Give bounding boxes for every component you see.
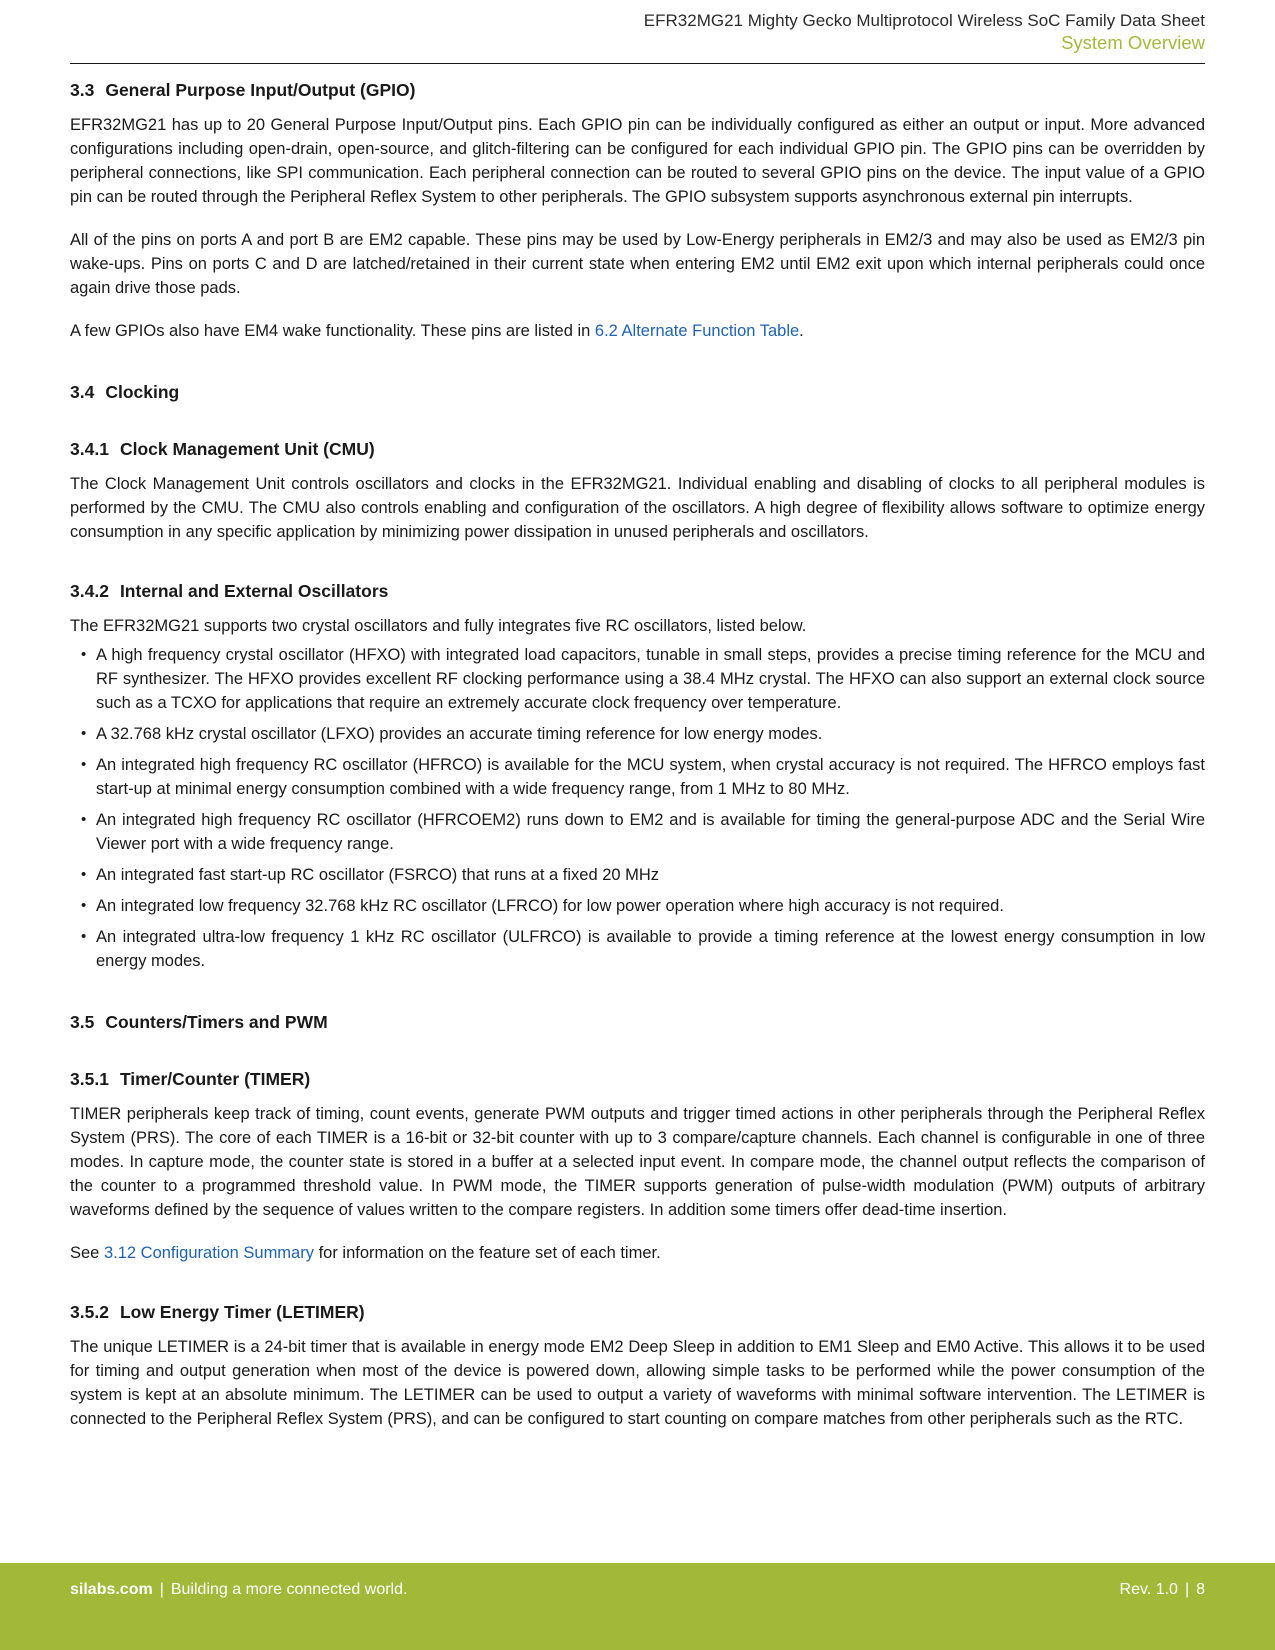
- paragraph: TIMER peripherals keep track of timing, count events, generate PWM outputs and trigger timed actions in other peripherals through the Peripheral Reflex System (PRS). The core of each TIMER is a 16-bit or 32-bit counter with up to 3 compare/capture channels. Each channel is configurable in one of three modes. In capture mode, the counter state is stored in a buffer at a selected input event. In compare mode, the channel output reflects the comparison of the counter to a programmed threshold value. In PWM mode, the TIMER supports generation of pulse-width modulation (PWM) outputs of arbitrary waveforms defined by the sequence of values written to the compare registers. In addition some timers offer dead-time insertion.: [70, 1105, 1205, 1219]
- paragraph: The EFR32MG21 supports two crystal oscillators and fully integrates five RC oscillators, listed below.: [70, 617, 807, 635]
- list-item: • An integrated ultra-low frequency 1 kHz RC oscillator (ULFRCO) is available to provide a timing reference at the lowest energy consumption in low energy modes.: [81, 925, 1205, 973]
- list-item: • A high frequency crystal oscillator (HFXO) with integrated load capacitors, tunable in small steps, provides a precise timing reference for the MCU and RF synthesizer. The HFXO provides excellent RF clocking performance using a 38.4 MHz crystal. The HFXO can also support an external clock source such as a TCXO for applications that require an extremely accurate clock frequency over temperature.: [81, 643, 1205, 715]
- section-number: 3.4: [70, 382, 95, 402]
- list-item: • An integrated high frequency RC oscillator (HFRCOEM2) runs down to EM2 and is available for timing the general-purpose ADC and the Serial Wire Viewer port with a wide frequency range.: [81, 808, 1205, 856]
- page-number: 8: [1196, 1581, 1205, 1598]
- section-heading-3-5-1: [70, 1069, 1205, 1089]
- paragraph-text: A few GPIOs also have EM4 wake functionality. These pins are listed in: [70, 322, 595, 340]
- paragraph: EFR32MG21 has up to 20 General Purpose Input/Output pins. Each GPIO pin can be individually configured as either an output or input. More advanced configurations including open-drain, open-source, and glitch-filtering can be configured for each individual GPIO pin. The GPIO pins can be overridden by peripheral connections, like SPI communication. Each peripheral connection can be routed to several GPIO pins on the device. The input value of a GPIO pin can be routed through the Peripheral Reflex System to other peripherals. The GPIO subsystem supports asynchronous external pin interrupts.: [70, 116, 1205, 206]
- section-heading-3-5-2: [70, 1302, 1205, 1322]
- section-number: 3.3: [70, 80, 95, 100]
- paragraph: The Clock Management Unit controls oscillators and clocks in the EFR32MG21. Individual enabling and disabling of clocks to all peripheral modules is performed by the CMU. The CMU also controls enabling and configuration of the oscillators. A high degree of flexibility allows software to optimize energy consumption in any specific application by minimizing power dissipation in unused peripherals and oscillators.: [70, 475, 1205, 541]
- section-number: 3.4.2: [70, 581, 109, 601]
- footer-tagline: Building a more connected world.: [170, 1581, 408, 1598]
- paragraph-text: .: [799, 322, 804, 340]
- revision-label: Rev. 1.0: [1119, 1581, 1178, 1598]
- paragraph: The unique LETIMER is a 24-bit timer that is available in energy mode EM2 Deep Sleep in addition to EM1 Sleep and EM0 Active. This allows it to be used for timing and output generation when most of the device is powered down, allowing simple tasks to be performed while the power consumption of the system is kept at an absolute minimum. The LETIMER can be used to output a variety of waveforms with minimal software intervention. The LETIMER is connected to the Peripheral Reflex System (PRS), and can be configured to start counting on compare matches from other peripherals such as the RTC.: [70, 1338, 1205, 1428]
- section-title: Internal and External Oscillators: [119, 581, 389, 601]
- section-title: General Purpose Input/Output (GPIO): [105, 80, 416, 100]
- document-title: EFR32MG21 Mighty Gecko Multiprotocol Wireless SoC Family Data Sheet: [643, 11, 1205, 30]
- paragraph-text: See: [70, 1244, 104, 1262]
- section-heading-3-4-2: [70, 581, 1205, 601]
- list-item: • An integrated fast start-up RC oscillator (FSRCO) that runs at a fixed 20 MHz: [81, 863, 1205, 887]
- section-heading-3-4: [70, 382, 1205, 402]
- footer-site-link[interactable]: silabs.com: [70, 1581, 153, 1598]
- oscillator-list: [70, 643, 1205, 973]
- section-title: Clocking: [105, 382, 180, 402]
- section-number: 3.5: [70, 1012, 95, 1032]
- section-heading-3-3: [70, 80, 1205, 100]
- page-header: [0, 0, 1275, 64]
- paragraph-with-link: [70, 319, 1205, 343]
- section-title: Clock Management Unit (CMU): [119, 439, 375, 459]
- list-item: • An integrated high frequency RC oscillator (HFRCO) is available for the MCU system, when crystal accuracy is not required. The HFRCO employs fast start-up at minimal energy consumption combined with a wide frequency range, from 1 MHz to 80 MHz.: [81, 753, 1205, 801]
- footer-separator: |: [159, 1581, 164, 1598]
- footer-left: [70, 1580, 407, 1600]
- section-title: Counters/Timers and PWM: [105, 1012, 328, 1032]
- chapter-title: System Overview: [1061, 32, 1205, 53]
- section-heading-3-5: [70, 1012, 1205, 1032]
- page-body: [0, 64, 1275, 1563]
- page-footer: [0, 1563, 1275, 1650]
- section-title: Timer/Counter (TIMER): [119, 1069, 311, 1089]
- section-number: 3.4.1: [70, 439, 109, 459]
- link-alternate-function-table[interactable]: 6.2 Alternate Function Table: [594, 322, 800, 340]
- section-heading-3-4-1: [70, 439, 1205, 459]
- footer-right: [1120, 1580, 1205, 1600]
- list-item: • An integrated low frequency 32.768 kHz RC oscillator (LFRCO) for low power operation where high accuracy is not required.: [81, 894, 1205, 918]
- paragraph-with-link: [70, 1241, 1205, 1265]
- section-title: Low Energy Timer (LETIMER): [119, 1302, 365, 1322]
- paragraph: All of the pins on ports A and port B are EM2 capable. These pins may be used by Low-Energy peripherals in EM2/3 and may also be used as EM2/3 pin wake-ups. Pins on ports C and D are latched/retained in their current state when entering EM2 until EM2 exit upon which internal peripherals could once again drive those pads.: [70, 231, 1205, 297]
- list-item: • A 32.768 kHz crystal oscillator (LFXO) provides an accurate timing reference for low energy modes.: [81, 722, 1205, 746]
- footer-separator: |: [1184, 1581, 1190, 1598]
- section-number: 3.5.1: [70, 1069, 109, 1089]
- paragraph-text: for information on the feature set of each timer.: [313, 1244, 661, 1262]
- link-configuration-summary[interactable]: 3.12 Configuration Summary: [103, 1244, 314, 1262]
- section-number: 3.5.2: [70, 1302, 109, 1322]
